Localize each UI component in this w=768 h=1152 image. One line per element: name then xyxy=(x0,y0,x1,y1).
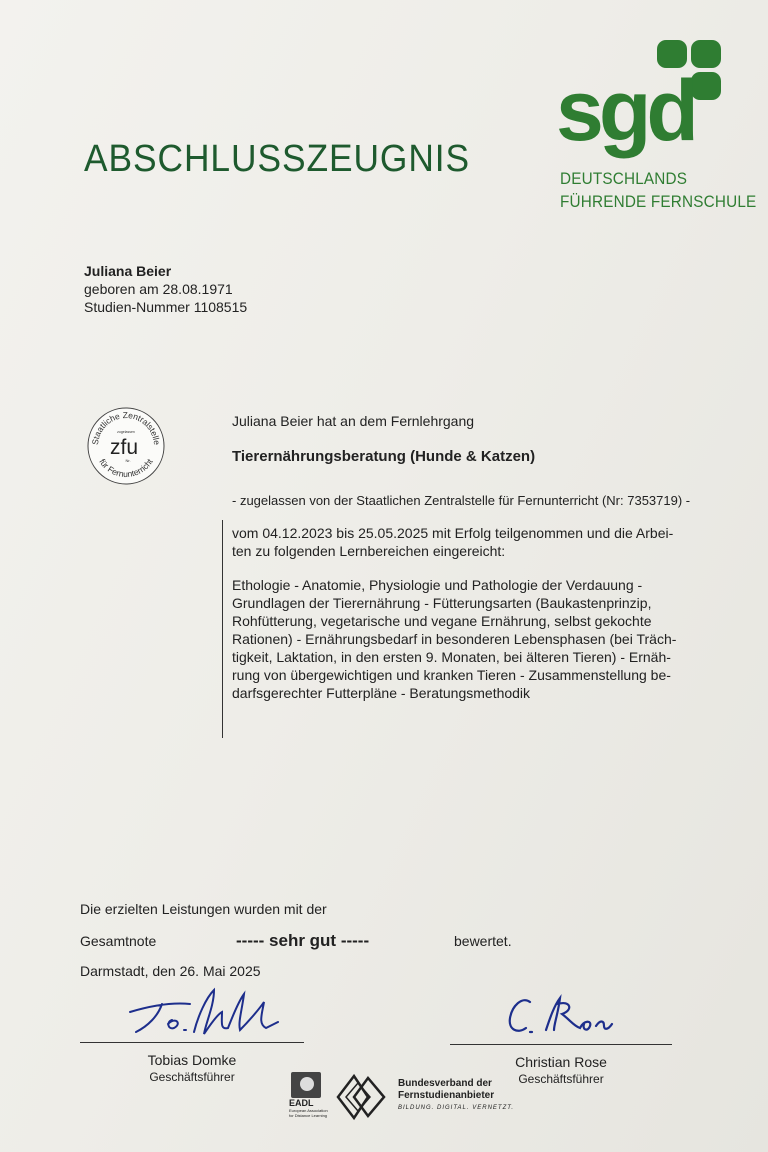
topics-line: darfsgerechter Futterpläne - Beratungsmethodik xyxy=(232,685,531,701)
tagline-line2: FÜHRENDE FERNSCHULE xyxy=(560,192,757,211)
margin-rule xyxy=(222,520,223,738)
association-line2: Fernstudienanbieter xyxy=(398,1090,495,1101)
seal-top-text: Staatliche Zentralstelle xyxy=(89,409,163,446)
result-intro: Die erzielten Leistungen wurden mit der xyxy=(80,901,327,917)
tagline-line1: DEUTSCHLANDS xyxy=(560,169,688,188)
topics-line: Rationen) - Ernährungsbedarf in besonderen Lebensphasen (bei Träch- xyxy=(232,631,677,647)
school-tagline xyxy=(560,167,756,213)
document-title: ABSCHLUSSZEUGNIS xyxy=(84,138,471,180)
signer-role: Geschäftsführer xyxy=(518,1072,604,1086)
signature-rose xyxy=(500,984,630,1044)
course-name: Tierernährungsberatung (Hunde & Katzen) xyxy=(232,448,536,465)
student-info xyxy=(84,262,247,316)
seal-bottom-text: für Fernunterricht xyxy=(97,457,155,480)
topics-line: Rohfütterung, vegetarische und vegane Ernährung, selbst gekochte xyxy=(232,613,652,629)
topics-line: tigkeit, Laktation, in den ersten 9. Monaten, bei älteren Tieren) - Ernäh- xyxy=(232,649,671,665)
seal-small-text: zugelassen xyxy=(117,430,135,434)
course-topics xyxy=(232,576,702,702)
eadl-logo xyxy=(289,1072,327,1120)
course-approval: - zugelassen von der Staatlichen Zentralstelle für Fernunterricht (Nr: 7353719) - xyxy=(232,493,691,508)
sgd-logo-text: sgd xyxy=(556,63,694,159)
eadl-sub1: European Association xyxy=(289,1108,328,1113)
signer-name: Christian Rose xyxy=(515,1054,607,1070)
student-number: Studien-Nummer 1108515 xyxy=(84,299,248,315)
course-intro: Juliana Beier hat an dem Fernlehrgang xyxy=(232,413,475,429)
topics-line: rung von übergewichtigen und kranken Tieren - Zusammenstellung be- xyxy=(232,667,671,683)
topics-line: Ethologie - Anatomie, Physiologie und Pathologie der Verdauung - xyxy=(232,577,643,593)
result-suffix: bewertet. xyxy=(454,933,512,949)
zfu-seal xyxy=(86,406,166,486)
eadl-text: EADL xyxy=(289,1098,314,1108)
period-line: ten zu folgenden Lernbereichen eingereicht: xyxy=(232,543,506,559)
signature-line-right xyxy=(450,1044,672,1045)
association-name xyxy=(398,1078,514,1114)
result-label: Gesamtnote xyxy=(80,933,157,949)
place-date: Darmstadt, den 26. Mai 2025 xyxy=(80,963,261,979)
association-line1: Bundesverband der xyxy=(398,1078,492,1089)
signer-name: Tobias Domke xyxy=(147,1052,237,1068)
final-grade: ----- sehr gut ----- xyxy=(236,931,370,950)
association-slogan: BILDUNG. DIGITAL. VERNETZT. xyxy=(398,1105,515,1111)
eadl-emblem-icon xyxy=(291,1072,321,1098)
bdfa-diamond-icon xyxy=(330,1072,392,1122)
signature-domke xyxy=(110,982,290,1042)
sgd-logo xyxy=(556,36,726,166)
eadl-sub2: for Distance Learning xyxy=(289,1113,328,1118)
seal-center-text: zfu xyxy=(109,436,139,459)
signer-role: Geschäftsführer xyxy=(149,1070,235,1084)
period-line: vom 04.12.2023 bis 25.05.2025 mit Erfolg teilgenommen und die Arbei- xyxy=(232,525,674,541)
course-period xyxy=(232,524,702,560)
topics-line: Grundlagen der Tierernährung - Fütterungsarten (Baukastenprinzip, xyxy=(232,595,652,611)
student-birth: geboren am 28.08.1971 xyxy=(84,281,233,297)
student-name: Juliana Beier xyxy=(84,263,172,279)
signature-line-left xyxy=(80,1042,304,1043)
seal-nr-text: Nr. xyxy=(125,458,131,463)
